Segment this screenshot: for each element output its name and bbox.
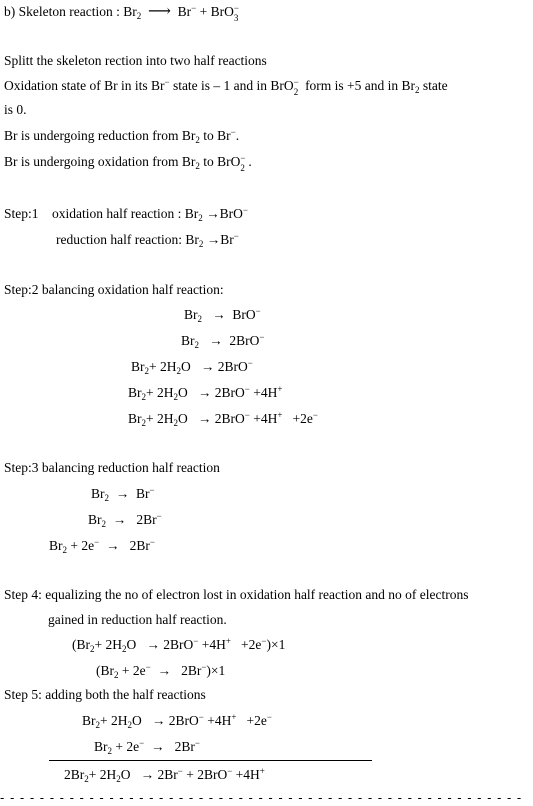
step4-eq-2: ($Br_2 + 2e^-$ → 2Br−)×1 — [96, 662, 226, 680]
step2-label: Step:2 balancing oxidation half reaction: — [4, 282, 224, 297]
step2-eq-3: $Br_2+ 2H_2O$ → 2BrO− — [131, 358, 253, 376]
step2-eq-4: $Br_2+ 2H_2O$ → 2BrO− +4H+ — [128, 384, 283, 402]
step5-net-equation: $2Br_2+ 2H_2O$ → 2Br− + 2BrO− +4H+ — [64, 766, 265, 784]
intro-oxidation: Br is undergoing oxidation from $Br_2$ to BrO − 2 . — [4, 153, 252, 173]
step4-line-1: Step 4: equalizing the no of electron lost in oxidation half reaction and no of electrons — [4, 587, 469, 602]
step5-label: Step 5: adding both the half reactions — [4, 687, 206, 702]
intro-line-3: is 0. — [4, 102, 27, 117]
intro-reduction: Br is undergoing reduction from $Br_2$ to Br−. — [4, 127, 240, 145]
step3-eq-1: $Br_2 \to Br^-$ — [91, 485, 155, 503]
sum-rule — [49, 760, 372, 761]
long-arrow: ⟶ — [147, 3, 171, 20]
step2-eq-2: $Br_2$ → 2BrO− — [181, 332, 265, 350]
step1-oxidation: Step:1 oxidation half reaction : $Br_2 \to BrO^-$ — [4, 205, 248, 223]
dashed-separator: - - - - - - - - - - - - - - - - - - - - - - - - - - - - - - - - - - - - - - - - - - - - - - - - - - - - - — [0, 790, 523, 805]
step4-eq-1: ($Br_2+ 2H_2O$ → 2BrO− +4H+ +2e−)×1 — [72, 636, 286, 654]
skeleton-prefix: b) Skeleton reaction : — [4, 4, 120, 19]
intro-oxidation-states: Oxidation state of Br in its Br− state is – 1 and in BrO − 2 form is +5 and in $Br_2$ state — [4, 77, 448, 97]
step4-line-2: gained in reduction half reaction. — [48, 612, 227, 627]
skeleton-reaction-line: b) Skeleton reaction : $Br_2$ ⟶ Br− + BrO − 3 — [4, 3, 239, 23]
intro-line-1: Splitt the skeleton rection into two half reactions — [4, 53, 267, 68]
step5-eq-2: $Br_2 + 2e^-$ → 2Br− — [94, 738, 200, 756]
step2-eq-5: $Br_2+ 2H_2O$ → 2BrO− +4H+ +2e− — [128, 410, 318, 428]
step3-label: Step:3 balancing reduction half reaction — [4, 460, 220, 475]
step3-eq-3: $Br_2 + 2e^-$ → 2Br− — [49, 537, 155, 555]
step2-eq-1: $Br_2$ → BrO− — [184, 306, 261, 324]
step5-eq-1: $Br_2+ 2H_2O$ → 2BrO− +4H+ +2e− — [82, 712, 272, 730]
step3-eq-2: $Br_2$ → 2Br− — [88, 511, 162, 529]
step1-reduction: reduction half reaction: $Br_2 \to Br^-$ — [56, 231, 239, 249]
